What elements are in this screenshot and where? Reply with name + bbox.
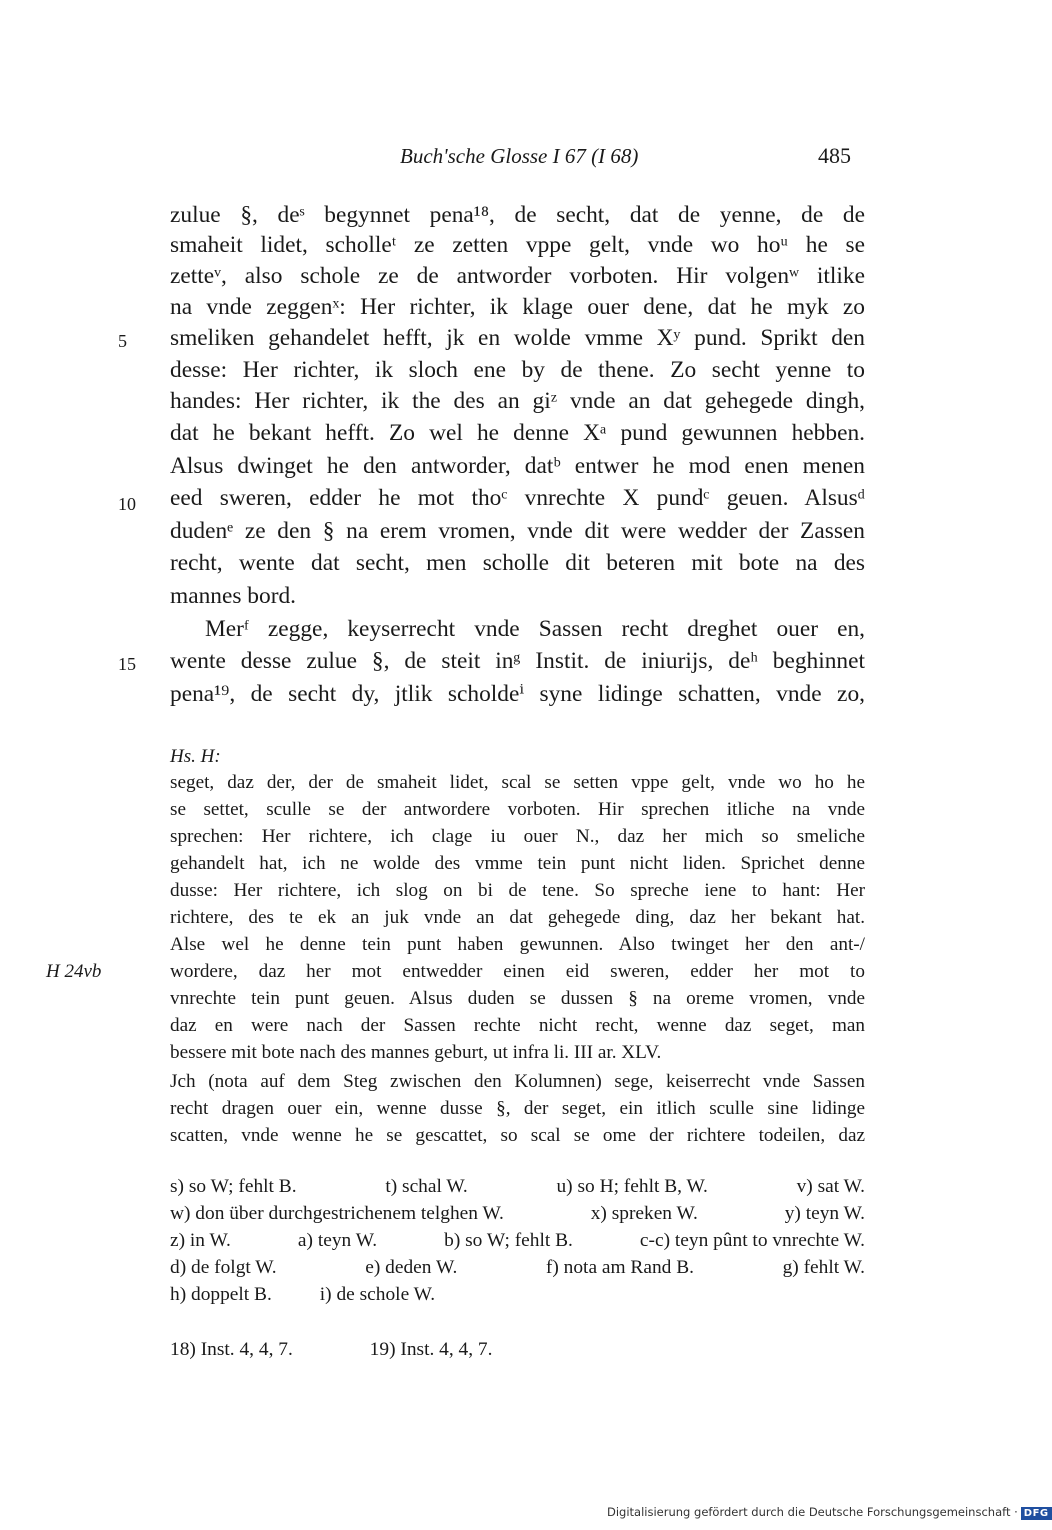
apparatus-note: i) de schole W. bbox=[319, 1284, 436, 1305]
apparatus-note: w) don über durchgestrichenem telghen W. bbox=[170, 1203, 504, 1224]
apparatus-note: h) doppelt B. bbox=[170, 1284, 272, 1305]
running-header-title: Buch'sche Glosse I 67 (I 68) bbox=[400, 144, 639, 168]
hs-line: wordere, daz her mot entwedder einen eid sweren, edder her mot to bbox=[170, 961, 865, 982]
main-line: Alsus dwinget he den antworder, datᵇ entwer he mod enen menen bbox=[170, 453, 865, 479]
apparatus-line bbox=[170, 1200, 865, 1228]
main-line: pena¹⁹, de secht dy, jtlik scholdeⁱ syne lidinge schatten, vnde zo, bbox=[170, 681, 865, 707]
hs-line: Alse wel he denne tein punt haben gewunnen. Also twinget her den ant-/ bbox=[170, 934, 865, 955]
line-number: 15 bbox=[118, 654, 136, 674]
hs-line: richtere, des te ek an juk vnde an dat gehegede ding, daz her bekant hat. bbox=[170, 907, 865, 928]
main-line: Merᶠ zegge, keyserrecht vnde Sassen recht dreghet ouer en, bbox=[205, 616, 865, 642]
margin-note: H 24vb bbox=[46, 961, 102, 982]
apparatus-line bbox=[170, 1227, 865, 1255]
main-line: mannes bord. bbox=[170, 583, 297, 609]
apparatus-line bbox=[170, 1254, 865, 1282]
apparatus-note: e) deden W. bbox=[365, 1257, 458, 1278]
main-line: eed sweren, edder he mot thoᶜ vnrechte X pundᶜ geuen. Alsusᵈ bbox=[170, 485, 865, 511]
dfg-logo: DFG bbox=[1021, 1507, 1052, 1520]
funding-footer bbox=[607, 1505, 1052, 1520]
apparatus-note: a) teyn W. bbox=[297, 1230, 378, 1251]
main-line: dudenᵉ ze den § na erem vromen, vnde dit were wedder der Zassen bbox=[170, 518, 865, 544]
hs-line: bessere mit bote nach des mannes geburt, ut infra li. III ar. XLV. bbox=[170, 1042, 662, 1063]
main-line: handes: Her richter, ik the des an giᶻ vnde an dat gehegede dingh, bbox=[170, 388, 865, 414]
footer-text: Digitalisierung gefördert durch die Deutsche Forschungsgemeinschaft · bbox=[607, 1505, 1018, 1519]
apparatus-note: g) fehlt W. bbox=[782, 1257, 865, 1278]
apparatus-note: b) so W; fehlt B. bbox=[444, 1230, 573, 1251]
hs-line: daz en were nach der Sassen rechte nicht recht, wenne daz seget, man bbox=[170, 1015, 865, 1036]
main-line: na vnde zeggenˣ: Her richter, ik klage ouer dene, dat he myk zo bbox=[170, 294, 865, 320]
apparatus-note: z) in W. bbox=[170, 1230, 231, 1251]
hs-line: sprechen: Her richtere, ich clage iu ouer N., daz her mich so smeliche bbox=[170, 826, 865, 847]
main-line: smaheit lidet, scholleᵗ ze zetten vppe gelt, vnde wo hoᵘ he se bbox=[170, 232, 865, 258]
main-line: dat he bekant hefft. Zo wel he denne Xᵃ pund gewunnen hebben. bbox=[170, 420, 865, 446]
hs-label: Hs. H: bbox=[170, 746, 221, 767]
apparatus-note: t) schal W. bbox=[385, 1176, 468, 1197]
apparatus-note: f) nota am Rand B. bbox=[545, 1257, 694, 1278]
apparatus-note: v) sat W. bbox=[796, 1176, 865, 1197]
source-reference: 19) Inst. 4, 4, 7. bbox=[369, 1339, 493, 1360]
hs-line: seget, daz der, der de smaheit lidet, scal se setten vppe gelt, vnde wo ho he bbox=[170, 772, 865, 793]
main-line: zulue §, deˢ begynnet pena¹⁸, de secht, dat de yenne, de de bbox=[170, 202, 865, 228]
apparatus-line bbox=[170, 1281, 865, 1309]
hs-line: gehandelt hat, ich ne wolde des vmme tein punt nicht liden. Sprichet denne bbox=[170, 853, 865, 874]
main-line: wente desse zulue §, de steit inᵍ Instit. de iniurijs, deʰ beghinnet bbox=[170, 648, 865, 674]
hs-line: se settet, sculle se der antwordere vorboten. Hir sprechen itliche na vnde bbox=[170, 799, 865, 820]
line-number: 5 bbox=[118, 331, 127, 351]
apparatus-note: s) so W; fehlt B. bbox=[170, 1176, 297, 1197]
hs-line: Jch (nota auf dem Steg zwischen den Kolumnen) sege, keiserrecht vnde Sassen bbox=[170, 1071, 865, 1092]
source-references bbox=[170, 1336, 492, 1364]
hs-line: dusse: Her richtere, ich slog on bi de tene. So spreche iene to hant: Her bbox=[170, 880, 865, 901]
line-number: 10 bbox=[118, 494, 136, 514]
main-line: recht, wente dat secht, men scholle dit beteren mit bote na des bbox=[170, 550, 865, 576]
hs-line: recht dragen ouer ein, wenne dusse §, der seget, ein itlich sculle sine lidinge bbox=[170, 1098, 865, 1119]
apparatus-note: y) teyn W. bbox=[784, 1203, 865, 1224]
apparatus-line bbox=[170, 1173, 865, 1201]
source-reference: 18) Inst. 4, 4, 7. bbox=[170, 1339, 293, 1360]
apparatus-note: x) spreken W. bbox=[590, 1203, 698, 1224]
hs-line: scatten, vnde wenne he se gescattet, so scal se ome der richtere todeilen, daz bbox=[170, 1125, 865, 1146]
main-line: smeliken gehandelet hefft, jk en wolde vmme Xʸ pund. Sprikt den bbox=[170, 325, 865, 351]
apparatus-note: u) so H; fehlt B, W. bbox=[556, 1176, 708, 1197]
page-number: 485 bbox=[818, 143, 851, 168]
main-line: desse: Her richter, ik sloch ene by de thene. Zo secht yenne to bbox=[170, 357, 865, 383]
hs-line: vnrechte tein punt geuen. Alsus duden se dussen § na oreme vromen, vnde bbox=[170, 988, 865, 1009]
apparatus-note: c-c) teyn pûnt to vnrechte W. bbox=[639, 1230, 865, 1251]
main-line: zetteᵛ, also schole ze de antworder vorboten. Hir volgenʷ itlike bbox=[170, 263, 865, 289]
apparatus-note: d) de folgt W. bbox=[170, 1257, 277, 1278]
